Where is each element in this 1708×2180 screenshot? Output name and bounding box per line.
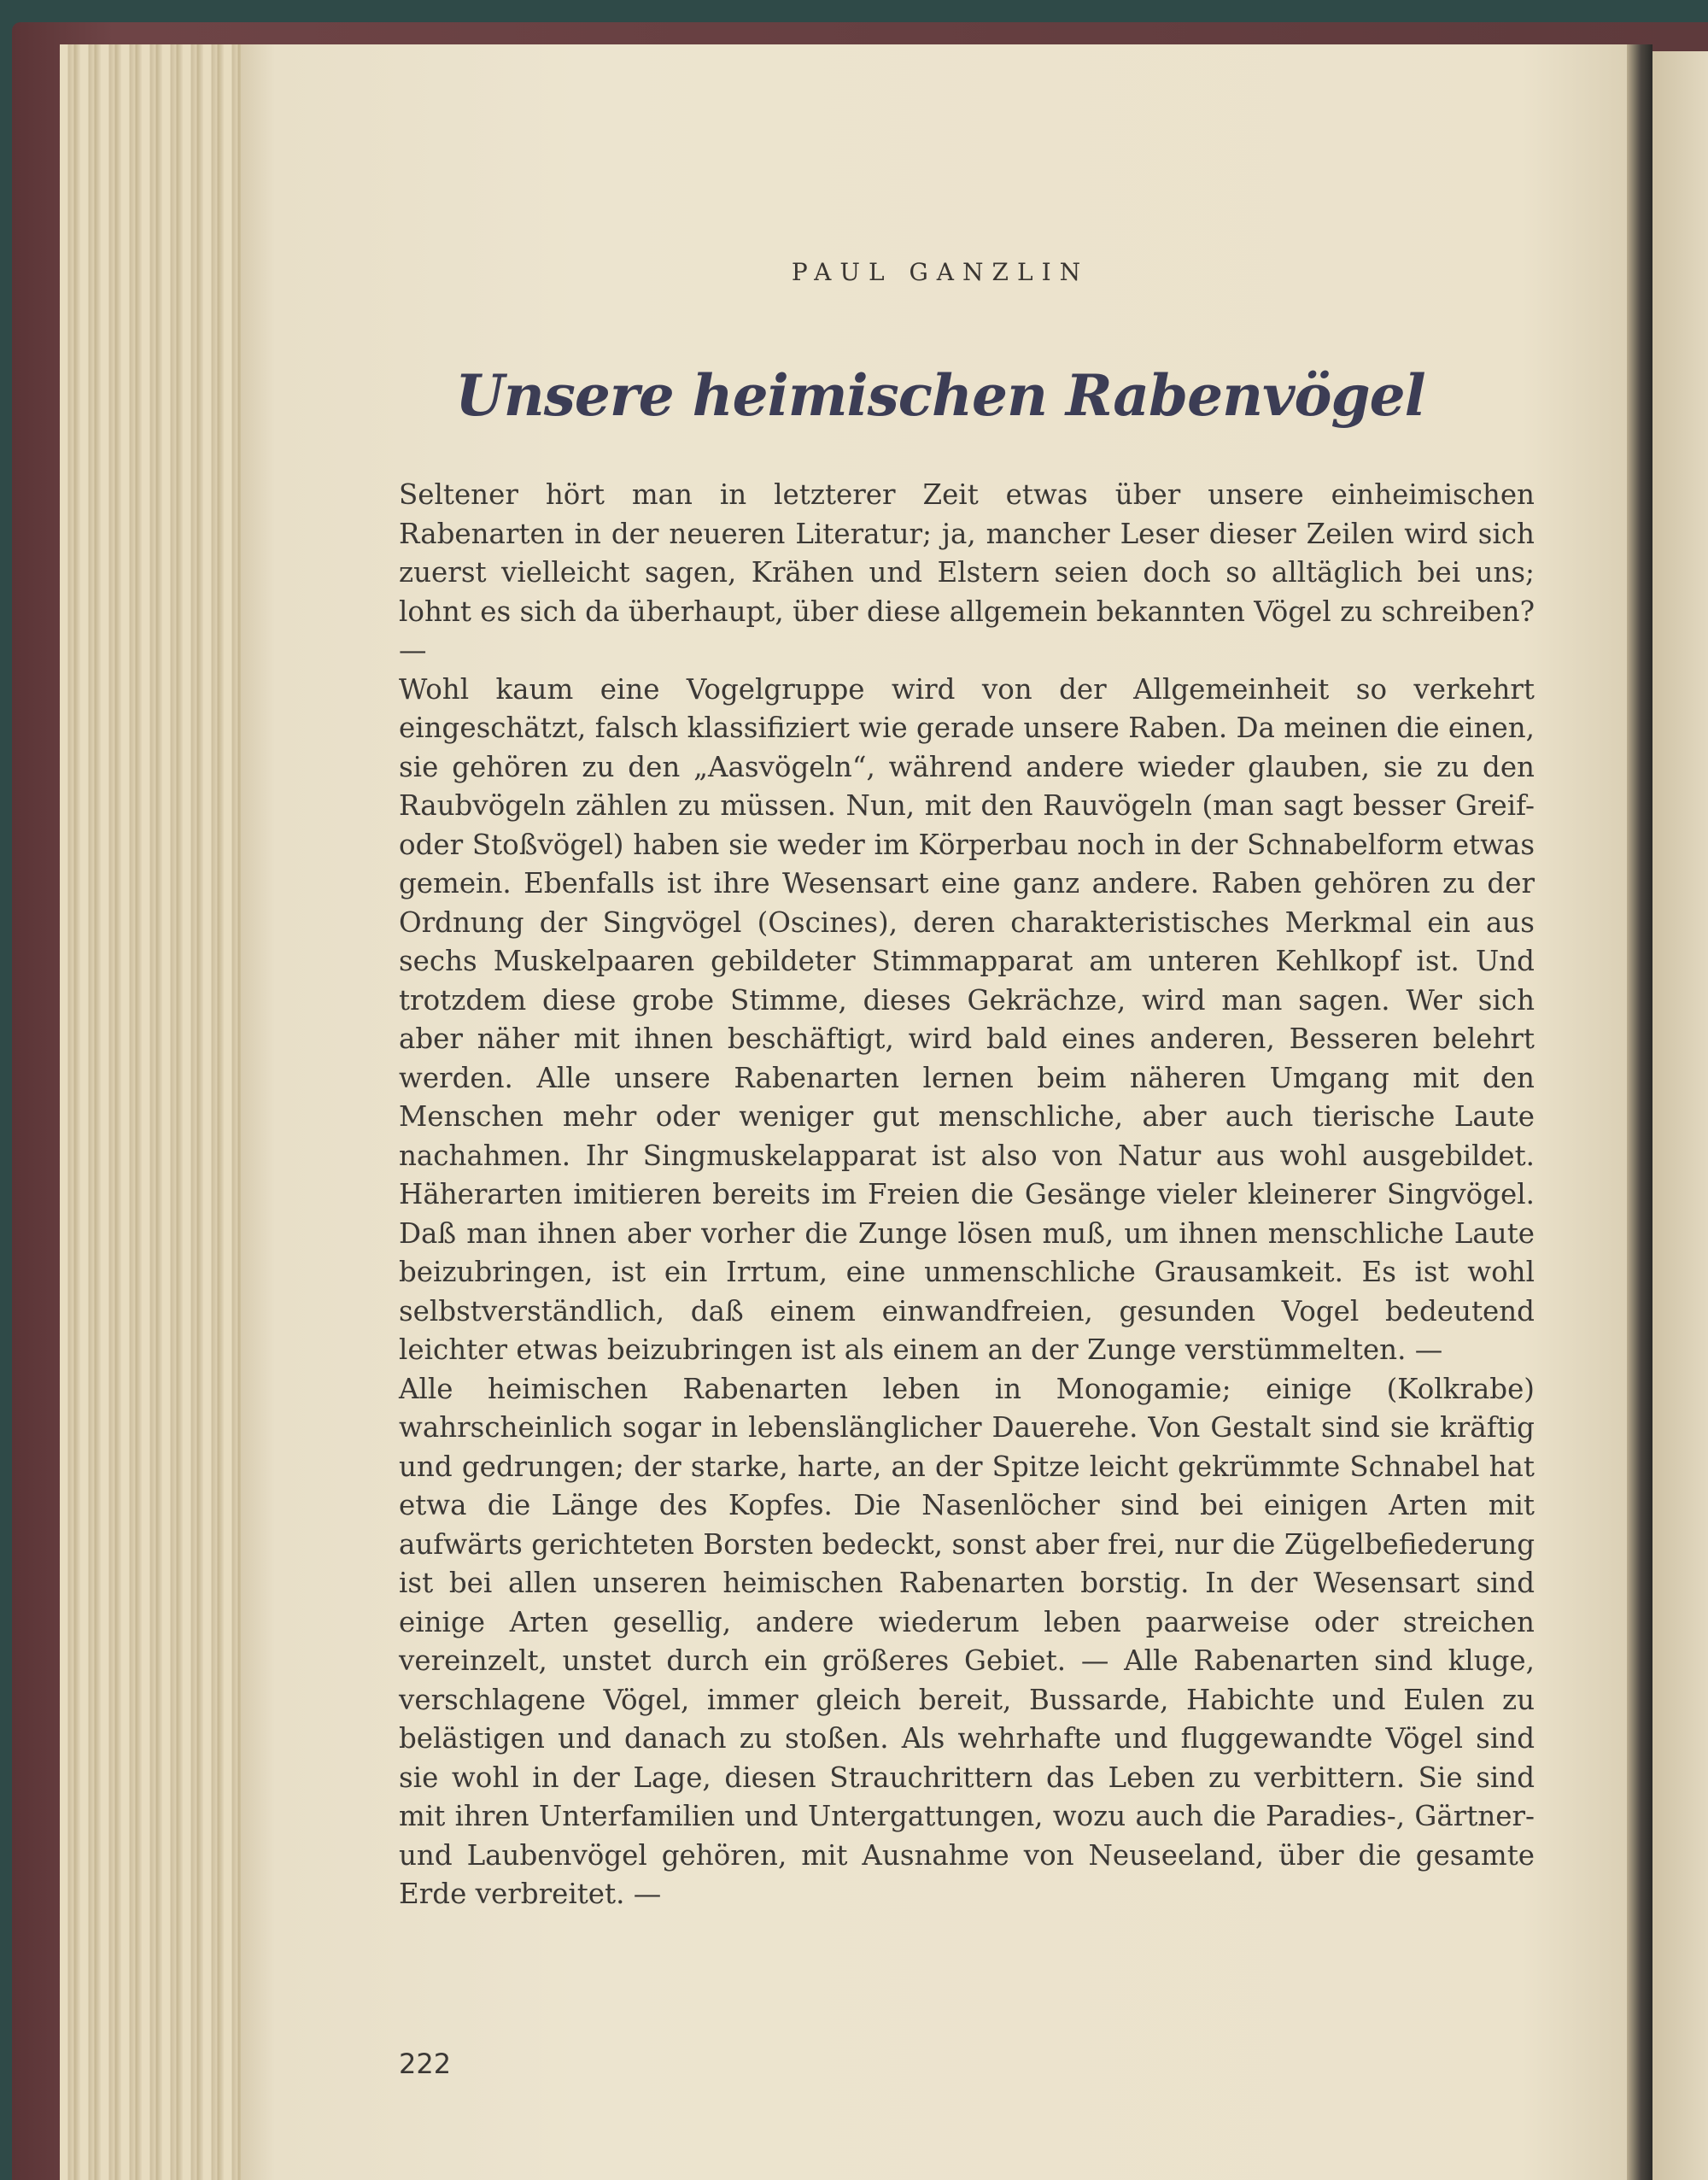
- page-number: 222: [399, 2048, 452, 2080]
- body-text: [399, 476, 1535, 1914]
- paragraph: Wohl kaum eine Vogelgruppe wird von der Allgemeinheit so verkehrt eingeschätzt, falsch klassifiziert wie gerade unsere Raben. Da meinen die einen, sie gehören zu den „Aasvögeln“, während andere wieder glauben, sie zu den Raubvögeln zählen zu müssen. Nun, mit den Rauvögeln (man sagt besser Greif- oder Stoßvögel) haben sie weder im Körperbau noch in der Schnabelform etwas gemein. Ebenfalls ist ihre Wesensart eine ganz andere. Raben gehören zu der Ordnung der Singvögel (Oscines), deren charakteristisches Merkmal ein aus sechs Muskelpaaren gebildeter Stimmapparat am unteren Kehlkopf ist. Und trotzdem diese grobe Stimme, dieses Gekrächze, wird man sagen. Wer sich aber näher mit ihnen beschäftigt, wird bald eines anderen, Besseren belehrt werden. Alle unsere Rabenarten lernen beim näheren Umgang mit den Menschen mehr oder weniger gut menschliche, aber auch tierische Laute nachahmen. Ihr Singmuskelapparat ist also von Natur aus wohl ausgebildet. Häherarten imitieren bereits im Freien die Gesänge vieler kleinerer Singvögel. Daß man ihnen aber vorher die Zunge lösen muß, um ihnen menschliche Laute beizubringen, ist ein Irrtum, eine unmenschliche Grausamkeit. Es ist wohl selbstverständlich, daß einem einwandfreien, gesunden Vogel bedeutend leichter etwas beizubringen ist als einem an der Zunge verstümmelten. —: [399, 672, 1535, 1366]
- facing-page-edge: [1652, 51, 1708, 2180]
- page-edges: [60, 44, 248, 2180]
- book-page: [241, 44, 1640, 2180]
- running-head: PAUL GANZLIN: [791, 258, 1090, 286]
- paragraph: Alle heimischen Rabenarten leben in Monogamie; einige (Kolkrabe) wahrscheinlich sogar in lebenslänglicher Dauerehe. Von Gestalt sind sie kräftig und gedrungen; der starke, harte, an der Spitze leicht gekrümmte Schnabel hat etwa die Länge des Kopfes. Die Nasenlöcher sind bei einigen Arten mit aufwärts gerichteten Borsten bedeckt, sonst aber frei, nur die Zügelbefiederung ist bei allen unseren heimischen Rabenarten borstig. In der Wesensart sind einige Arten gesellig, andere wiederum leben paarweise oder streichen vereinzelt, unstet durch ein größeres Gebiet. — Alle Rabenarten sind kluge, verschlagene Vögel, immer gleich bereit, Bussarde, Habichte und Eulen zu belästigen und danach zu stoßen. Als wehrhafte und fluggewandte Vögel sind sie wohl in der Lage, diesen Strauchrittern das Leben zu verbittern. Sie sind mit ihren Unterfamilien und Untergattungen, wozu auch die Paradies-, Gärtner- und Laubenvögel gehören, mit Ausnahme von Neuseeland, über die gesamte Erde verbreitet. —: [399, 1372, 1535, 1910]
- book-gutter: [1627, 44, 1652, 2180]
- chapter-title: Unsere heimischen Rabenvögel: [455, 362, 1425, 429]
- paragraph: Seltener hört man in letzterer Zeit etwas über unsere einheimischen Rabenarten in der neueren Literatur; ja, mancher Leser dieser Zeilen wird sich zuerst vielleicht sagen, Krähen und Elstern seien doch so alltäglich bei uns; lohnt es sich da überhaupt, über diese allgemein bekannten Vögel zu schreiben? —: [399, 478, 1535, 666]
